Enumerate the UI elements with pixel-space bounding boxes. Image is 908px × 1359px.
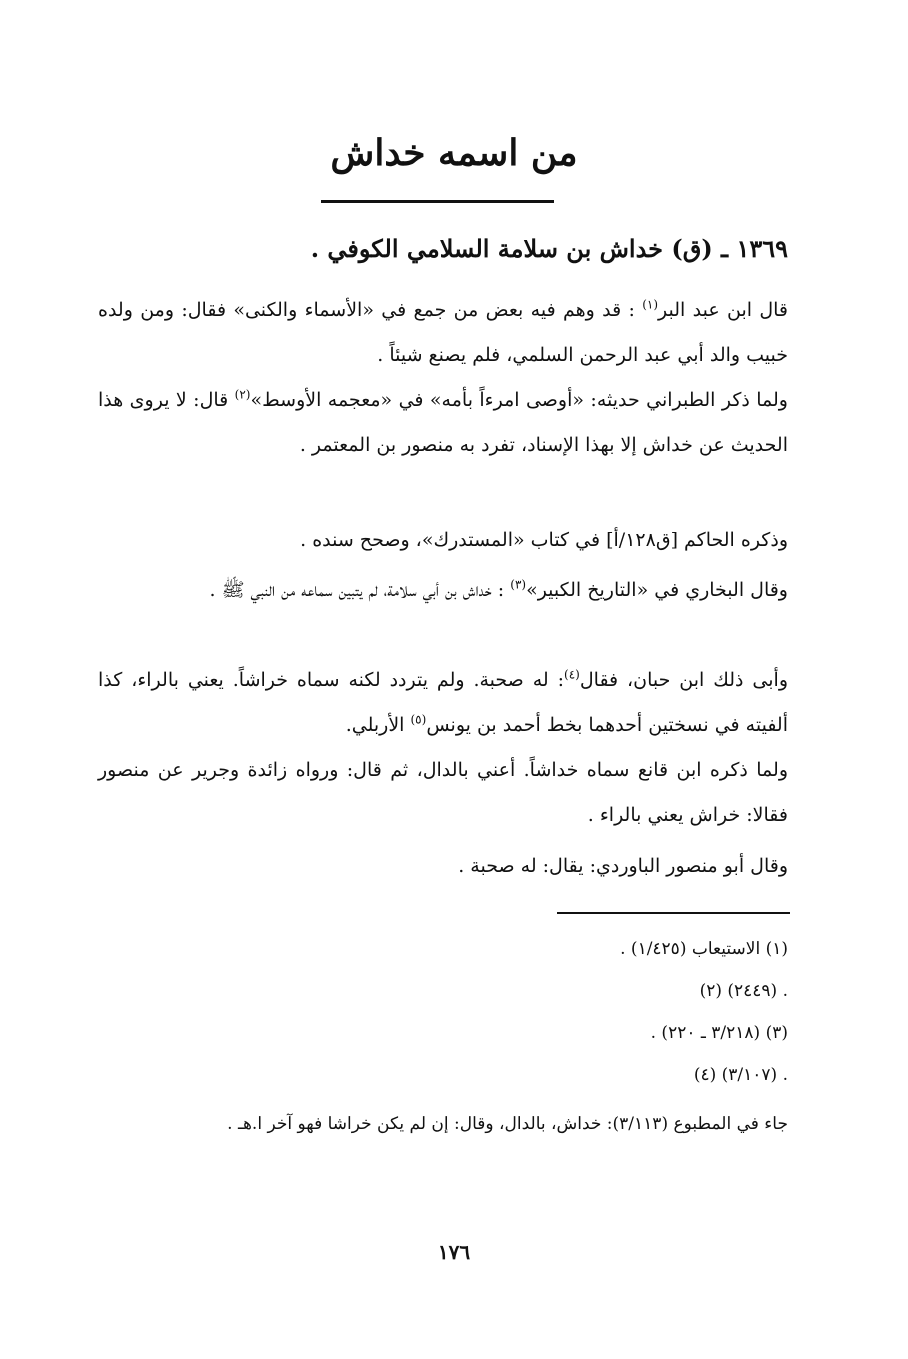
- paragraph: [98, 844, 788, 889]
- footnote-divider: [557, 912, 790, 914]
- paragraph: [98, 658, 788, 748]
- paragraph: [98, 568, 788, 613]
- paragraph-text: وقال أبو منصور الباوردي: يقال: له صحبة .: [458, 855, 788, 877]
- footnote-3: (٣) (٣/٢١٨ ـ ٢٢٠) .: [650, 1023, 788, 1043]
- paragraph-text: ولما ذكره ابن قانع سماه خداشاً. أعني بالدال، ثم قال: ورواه زائدة وجرير عن منصور فقالا: خراش يعني بالراء .: [98, 759, 788, 826]
- chapter-title: من اسمه خداش: [330, 132, 578, 174]
- paragraph-text: الأربلي.: [345, 714, 411, 736]
- paragraph-text: : له صحبة. ولم يتردد لكنه سماه خراشاً. يعني بالراء، كذا ألفيته في نسختين أحدهما بخط أحمد بن يونس: [98, 669, 788, 736]
- paragraph-text: : قد وهم فيه بعض من جمع في «الأسماء والكنى» فقال: ومن ولده خبيب والد أبي عبد الرحمن السلمي، فلم يصنع شيئاً .: [98, 299, 788, 366]
- paragraph-text: : خداش بن أبي سلامة، لم يتبين سماعه من النبي ﷺ .: [209, 579, 511, 601]
- footnote-marker: (٢): [234, 387, 251, 402]
- footnote-marker: (١): [642, 297, 659, 312]
- entry-heading: ١٣٦٩ ـ (ق) خداش بن سلامة السلامي الكوفي .: [310, 234, 788, 263]
- title-underline: [321, 200, 554, 203]
- paragraph: [98, 378, 788, 468]
- paragraph: [98, 518, 788, 563]
- paragraph-text: وذكره الحاكم [ق١٢٨/أ] في كتاب «المستدرك»، وصحح سنده .: [300, 529, 788, 551]
- paragraph-text: قال: لا يروى هذا الحديث عن خداش إلا بهذا الإسناد، تفرد به منصور بن المعتمر .: [98, 389, 788, 456]
- paragraph-text: وأبى ذلك ابن حبان، فقال: [579, 669, 789, 691]
- paragraph: [98, 748, 788, 838]
- footnote-5: جاء في المطبوع (٣/١١٣): خداش، بالدال، وقال: إن لم يكن خراشا فهو آخر ا.هـ .: [227, 1114, 788, 1134]
- footnote-marker: (٥): [410, 712, 427, 727]
- footnote-marker: (٤): [564, 667, 580, 682]
- footnote-2: (٢) (٢٤٤٩) .: [699, 981, 788, 1001]
- paragraph: [98, 288, 788, 378]
- page-number: ١٧٦: [437, 1240, 471, 1264]
- paragraph-text: ولما ذكر الطبراني حديثه: «أوصى امرءاً بأمه» في «معجمه الأوسط»: [250, 389, 788, 411]
- paragraph-text: قال ابن عبد البر: [658, 299, 789, 321]
- footnote-4: (٤) (٣/١٠٧) .: [693, 1065, 788, 1085]
- footnote-marker: (٣): [510, 577, 527, 592]
- paragraph-text: وقال البخاري في «التاريخ الكبير»: [526, 579, 788, 601]
- footnote-1: (١) الاستيعاب (١/٤٢٥) .: [620, 939, 788, 959]
